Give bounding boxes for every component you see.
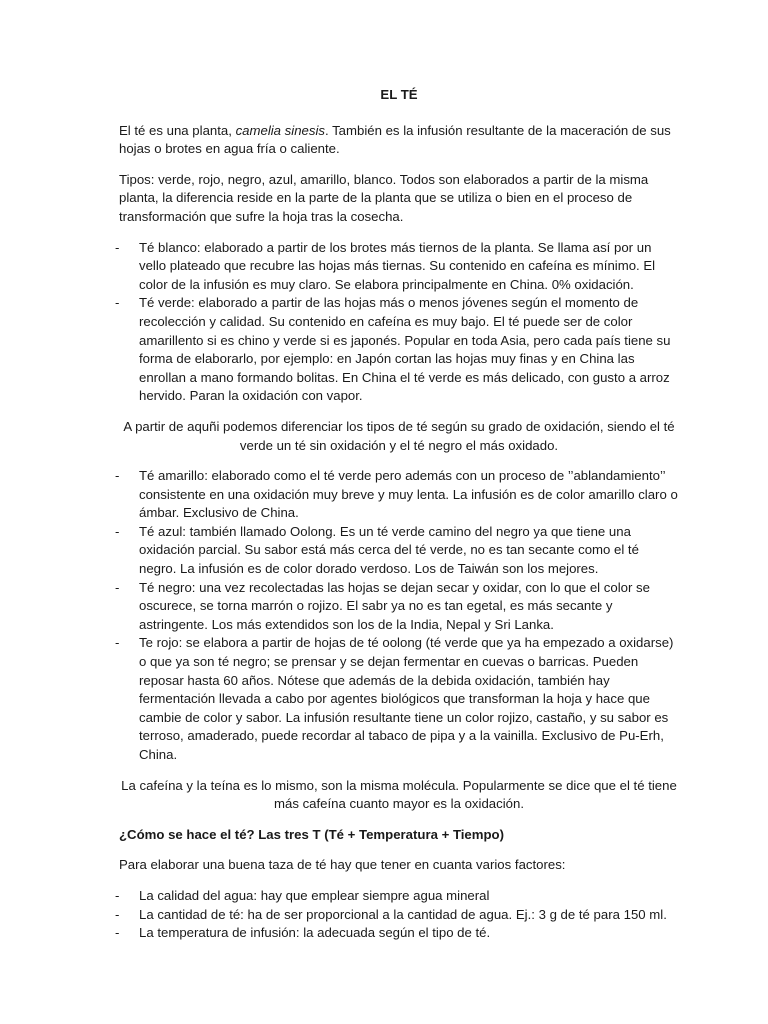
dash-bullet: - [115,468,120,484]
caffeine-note: La cafeína y la teína es lo mismo, son la misma molécula. Popularmente se dice que el té tiene más cafeína cuanto mayor es la oxidación. [121,777,677,812]
list-item-text: La cantidad de té: ha de ser proporcional a la cantidad de agua. Ej.: 3 g de té para 150 ml. [139,906,667,922]
intro-scientific-name: camelia sinesis [235,122,325,138]
dash-bullet: - [115,239,120,255]
factors-list [115,887,679,943]
dash-bullet: - [115,925,120,941]
factors-intro-paragraph: Para elaborar una buena taza de té hay que tener en cuanta varios factores: [119,857,566,873]
list-item [115,887,679,906]
dash-bullet: - [115,887,120,903]
list-item [115,239,679,295]
list-item [115,634,679,764]
dash-bullet: - [115,579,120,595]
dash-bullet: - [115,523,120,539]
tipos-paragraph: Tipos: verde, rojo, negro, azul, amarillo, blanco. Todos son elaborados a partir de la misma planta, la diferencia reside en la parte de la planta que se utiliza o bien en el proceso de transformación que sufre la hoja tras la cosecha. [119,171,649,224]
dash-bullet: - [115,635,120,651]
list-item [115,523,679,579]
list-item-text: Té negro: una vez recolectadas las hojas se dejan secar y oxidar, con lo que el color se oscurece, se torna marrón o rojizo. El sabr ya no es tan egetal, es más secante y astringente. Los más extendidos son los de la India, Nepal y Sri Lanka. [139,579,650,632]
list-item-text: La temperatura de infusión: la adecuada según el tipo de té. [139,925,491,941]
intro-text-end: . También es la infusión resultante de la maceración de sus hojas o brotes en agua fría o caliente. [119,122,671,157]
list-item-text: Té blanco: elaborado a partir de los brotes más tiernos de la planta. Se llama así por un vello plateado que recubre las hojas más tiernas. Su contenido en cafeína es mínimo. El color de la infusión es muy claro. Se elabora principalmente en China. 0% oxidación. [139,239,656,292]
list-item [115,294,679,406]
list-item [115,467,679,523]
tea-types-list-2 [115,467,679,765]
list-item [115,906,679,925]
list-item [115,924,679,943]
list-item-text: Té verde: elaborado a partir de las hojas más o menos jóvenes según el momento de recolección y calidad. Su contenido en cafeína es muy bajo. El té puede ser de color amarillento si es chino y verde si es japonés. Popular en toda Asia, pero cada país tiene su forma de elaborarlo, por ejemplo: en Japón cortan las hojas muy finas y en China las enrollan a mano formando bolitas. En China el té verde es más delicado, con gusto a arroz hervido. Paran la oxidación con vapor. [139,295,671,404]
list-item-text: Té amarillo: elaborado como el té verde pero además con un proceso de ’’ablandamiento’’ consistente en una oxidación muy breve y muy lenta. La infusión es de color amarillo claro o ámbar. Exclusivo de China. [139,468,678,521]
document-title: EL TÉ [380,87,418,102]
intro-paragraph [119,122,679,159]
section-heading: ¿Cómo se hace el té? Las tres T (Té + Temperatura + Tiempo) [119,826,504,842]
dash-bullet: - [115,906,120,922]
document-body [115,86,679,955]
list-item-text: La calidad del agua: hay que emplear siempre agua mineral [139,887,490,903]
list-item [115,579,679,635]
list-item-text: Té azul: también llamado Oolong. Es un té verde camino del negro ya que tiene una oxidación parcial. Su sabor está más cerca del té verde, no es tan secante como el té negro. La infusión es de color dorado verdoso. Los de Taiwán son los mejores. [139,523,639,577]
intro-text-start: El té es una planta, [119,122,236,138]
tea-types-list-1 [115,239,679,406]
dash-bullet: - [115,295,120,311]
list-item-text: Te rojo: se elabora a partir de hojas de té oolong (té verde que ya ha empezado a oxidarse) o que ya son té negro; se prensar y se dejan fermentar en cuevas o barricas. Pueden reposar hasta 60 años. Nótese que además de la debida oxidación, también hay fermentación llevada a cabo por agentes biológicos que transforman la hoja y hace que cambie de color y sabor. La infusión resultante tiene un color rojizo, castaño, y su sabor es terroso, amaderado, puede recordar al tabaco de pipa y a la vainilla. Exclusivo de Pu-Erh, China. [139,635,674,762]
oxidation-note: A partir de aquñi podemos diferenciar los tipos de té según su grado de oxidación, siendo el té verde un té sin oxidación y el té negro el más oxidado. [123,418,675,453]
